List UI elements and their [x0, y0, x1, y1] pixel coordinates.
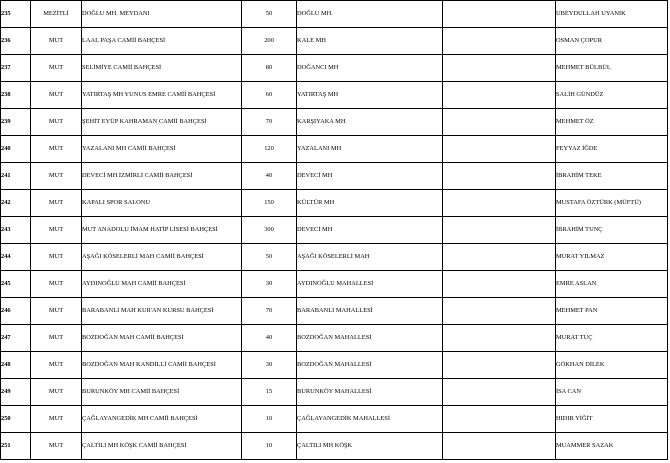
- area-name-cell: YAZALANI MH CAMİİ BAHÇESİ: [82, 136, 242, 163]
- neighborhood-cell: KALE MH: [297, 28, 443, 55]
- area-name-cell: LAAL PAŞA CAMİİ BAHÇESİ: [82, 28, 242, 55]
- table-row: [1, 433, 668, 460]
- district-cell: MUT: [31, 55, 82, 82]
- table-row: [1, 28, 668, 55]
- responsible-person-cell: İSA CAN: [556, 379, 668, 406]
- table-row: [1, 379, 668, 406]
- district-cell: MUT: [31, 271, 82, 298]
- table-row: [1, 163, 668, 190]
- neighborhood-cell: KÜLTÜR MH: [297, 190, 443, 217]
- neighborhood-cell: DOĞANCI MH: [297, 55, 443, 82]
- neighborhood-cell: ÇAĞLAYANGEDİK MAHALLESİ: [297, 406, 443, 433]
- row-number: 235: [1, 1, 31, 28]
- capacity-cell: 40: [242, 325, 297, 352]
- table-row: [1, 271, 668, 298]
- district-cell: MUT: [31, 82, 82, 109]
- district-cell: MUT: [31, 298, 82, 325]
- capacity-cell: 50: [242, 1, 297, 28]
- responsible-person-cell: MEHMET BÜLBÜL: [556, 55, 668, 82]
- neighborhood-cell: AŞAĞI KÖSELERLİ MAH: [297, 244, 443, 271]
- neighborhood-cell: BURUNKÖY MAHALLESİ: [297, 379, 443, 406]
- table-row: [1, 82, 668, 109]
- district-cell: MUT: [31, 379, 82, 406]
- area-name-cell: AŞAĞI KÖSELERLİ MAH CAMİİ BAHÇESİ: [82, 244, 242, 271]
- table-row: [1, 55, 668, 82]
- row-number: 238: [1, 82, 31, 109]
- responsible-person-cell: İBRAHİM TEKE: [556, 163, 668, 190]
- empty-cell: [443, 271, 556, 298]
- empty-cell: [443, 136, 556, 163]
- responsible-person-cell: EMRE ASLAN: [556, 271, 668, 298]
- table-row: [1, 1, 668, 28]
- district-cell: MUT: [31, 244, 82, 271]
- table-row: [1, 244, 668, 271]
- capacity-cell: 60: [242, 82, 297, 109]
- area-name-cell: ÇALTILI MH KÖŞK CAMİİ BAHÇESİ: [82, 433, 242, 460]
- neighborhood-cell: ÇALTILI MH KÖŞK: [297, 433, 443, 460]
- capacity-cell: 10: [242, 406, 297, 433]
- empty-cell: [443, 325, 556, 352]
- empty-cell: [443, 82, 556, 109]
- district-cell: MUT: [31, 109, 82, 136]
- capacity-cell: 10: [242, 433, 297, 460]
- neighborhood-cell: YAZALANI MH: [297, 136, 443, 163]
- table-row: [1, 109, 668, 136]
- area-name-cell: BARABANLI MAH KUR'AN KURSU BAHÇESİ: [82, 298, 242, 325]
- area-name-cell: ÇAĞLAYANGEDİK MH CAMİİ BAHÇESİ: [82, 406, 242, 433]
- table-row: [1, 352, 668, 379]
- capacity-cell: 300: [242, 217, 297, 244]
- empty-cell: [443, 379, 556, 406]
- row-number: 247: [1, 325, 31, 352]
- area-name-cell: ŞEHİT EYÜP KAHRAMAN CAMİİ BAHÇESİ: [82, 109, 242, 136]
- area-name-cell: AYDINOĞLU MAH CAMİİ BAHÇESİ: [82, 271, 242, 298]
- district-cell: MEZİTLİ: [31, 1, 82, 28]
- district-cell: MUT: [31, 28, 82, 55]
- neighborhood-cell: DEVECİ MH: [297, 163, 443, 190]
- area-name-cell: DOĞLU MH. MEYDANI: [82, 1, 242, 28]
- neighborhood-cell: YATIRTAŞ MH: [297, 82, 443, 109]
- area-name-cell: DEVECİ MH İZMİRLİ CAMİİ BAHÇESİ: [82, 163, 242, 190]
- capacity-cell: 50: [242, 244, 297, 271]
- table-row: [1, 325, 668, 352]
- capacity-cell: 200: [242, 28, 297, 55]
- district-cell: MUT: [31, 406, 82, 433]
- responsible-person-cell: GÖKHAN DİLEK: [556, 352, 668, 379]
- empty-cell: [443, 109, 556, 136]
- responsible-person-cell: MUAMMER SAZAK: [556, 433, 668, 460]
- area-name-cell: YATIRTAŞ MH YUNUS EMRE CAMİİ BAHÇESİ: [82, 82, 242, 109]
- empty-cell: [443, 244, 556, 271]
- district-cell: MUT: [31, 325, 82, 352]
- capacity-cell: 120: [242, 136, 297, 163]
- row-number: 245: [1, 271, 31, 298]
- row-number: 240: [1, 136, 31, 163]
- row-number: 244: [1, 244, 31, 271]
- empty-cell: [443, 1, 556, 28]
- table-row: [1, 136, 668, 163]
- row-number: 248: [1, 352, 31, 379]
- neighborhood-cell: BOZDOĞAN MAHALLESİ: [297, 352, 443, 379]
- row-number: 243: [1, 217, 31, 244]
- empty-cell: [443, 433, 556, 460]
- table-row: [1, 406, 668, 433]
- district-cell: MUT: [31, 433, 82, 460]
- row-number: 251: [1, 433, 31, 460]
- neighborhood-cell: BARABANLI MAHALLESİ: [297, 298, 443, 325]
- row-number: 241: [1, 163, 31, 190]
- responsible-person-cell: OSMAN ÇOPUR: [556, 28, 668, 55]
- empty-cell: [443, 28, 556, 55]
- area-name-cell: SELİMİYE CAMİİ BAHÇESİ: [82, 55, 242, 82]
- table-row: [1, 217, 668, 244]
- capacity-cell: 30: [242, 352, 297, 379]
- area-name-cell: BURUNKÖY MH CAMİİ BAHÇESİ: [82, 379, 242, 406]
- area-name-cell: BOZDOĞAN MAH CAMİİ BAHÇESİ: [82, 325, 242, 352]
- district-cell: MUT: [31, 163, 82, 190]
- table-row: [1, 298, 668, 325]
- row-number: 237: [1, 55, 31, 82]
- responsible-person-cell: MEHMET ÖZ: [556, 109, 668, 136]
- area-name-cell: MUT ANADOLU İMAM HATİP LİSESİ BAHÇESİ: [82, 217, 242, 244]
- row-number: 242: [1, 190, 31, 217]
- responsible-person-cell: MURAT TUÇ: [556, 325, 668, 352]
- capacity-cell: 150: [242, 190, 297, 217]
- empty-cell: [443, 406, 556, 433]
- table-row: [1, 190, 668, 217]
- responsible-person-cell: MUSTAFA ÖZTÜRK (MÜFTÜ): [556, 190, 668, 217]
- neighborhood-cell: DOĞLU MH.: [297, 1, 443, 28]
- responsible-person-cell: UBEYDULLAH UYANIK: [556, 1, 668, 28]
- row-number: 250: [1, 406, 31, 433]
- district-cell: MUT: [31, 136, 82, 163]
- district-cell: MUT: [31, 352, 82, 379]
- responsible-person-cell: MEHMET PAN: [556, 298, 668, 325]
- responsible-person-cell: SALİH GÜNDÜZ: [556, 82, 668, 109]
- empty-cell: [443, 55, 556, 82]
- table-body: [1, 1, 668, 460]
- empty-cell: [443, 163, 556, 190]
- empty-cell: [443, 298, 556, 325]
- neighborhood-cell: KARŞIYAKA MH: [297, 109, 443, 136]
- row-number: 239: [1, 109, 31, 136]
- responsible-person-cell: MURAT YILMAZ: [556, 244, 668, 271]
- capacity-cell: 40: [242, 163, 297, 190]
- row-number: 236: [1, 28, 31, 55]
- row-number: 246: [1, 298, 31, 325]
- capacity-cell: 70: [242, 109, 297, 136]
- responsible-person-cell: HIDIR YİĞİT: [556, 406, 668, 433]
- capacity-cell: 70: [242, 298, 297, 325]
- empty-cell: [443, 190, 556, 217]
- capacity-cell: 15: [242, 379, 297, 406]
- district-cell: MUT: [31, 190, 82, 217]
- district-cell: MUT: [31, 217, 82, 244]
- responsible-person-cell: FEYYAZ İĞDE: [556, 136, 668, 163]
- capacity-cell: 80: [242, 55, 297, 82]
- empty-cell: [443, 217, 556, 244]
- row-number: 249: [1, 379, 31, 406]
- empty-cell: [443, 352, 556, 379]
- capacity-cell: 30: [242, 271, 297, 298]
- area-name-cell: KAPALI SPOR SALONU: [82, 190, 242, 217]
- neighborhood-cell: DEVECİ MH: [297, 217, 443, 244]
- area-name-cell: BOZDOĞAN MAH KANDİLLİ CAMİİ BAHÇESİ: [82, 352, 242, 379]
- responsible-person-cell: İBRAHİM TUNÇ: [556, 217, 668, 244]
- neighborhood-cell: AYDINOĞLU MAHALLESİ: [297, 271, 443, 298]
- neighborhood-cell: BOZDOĞAN MAHALLESİ: [297, 325, 443, 352]
